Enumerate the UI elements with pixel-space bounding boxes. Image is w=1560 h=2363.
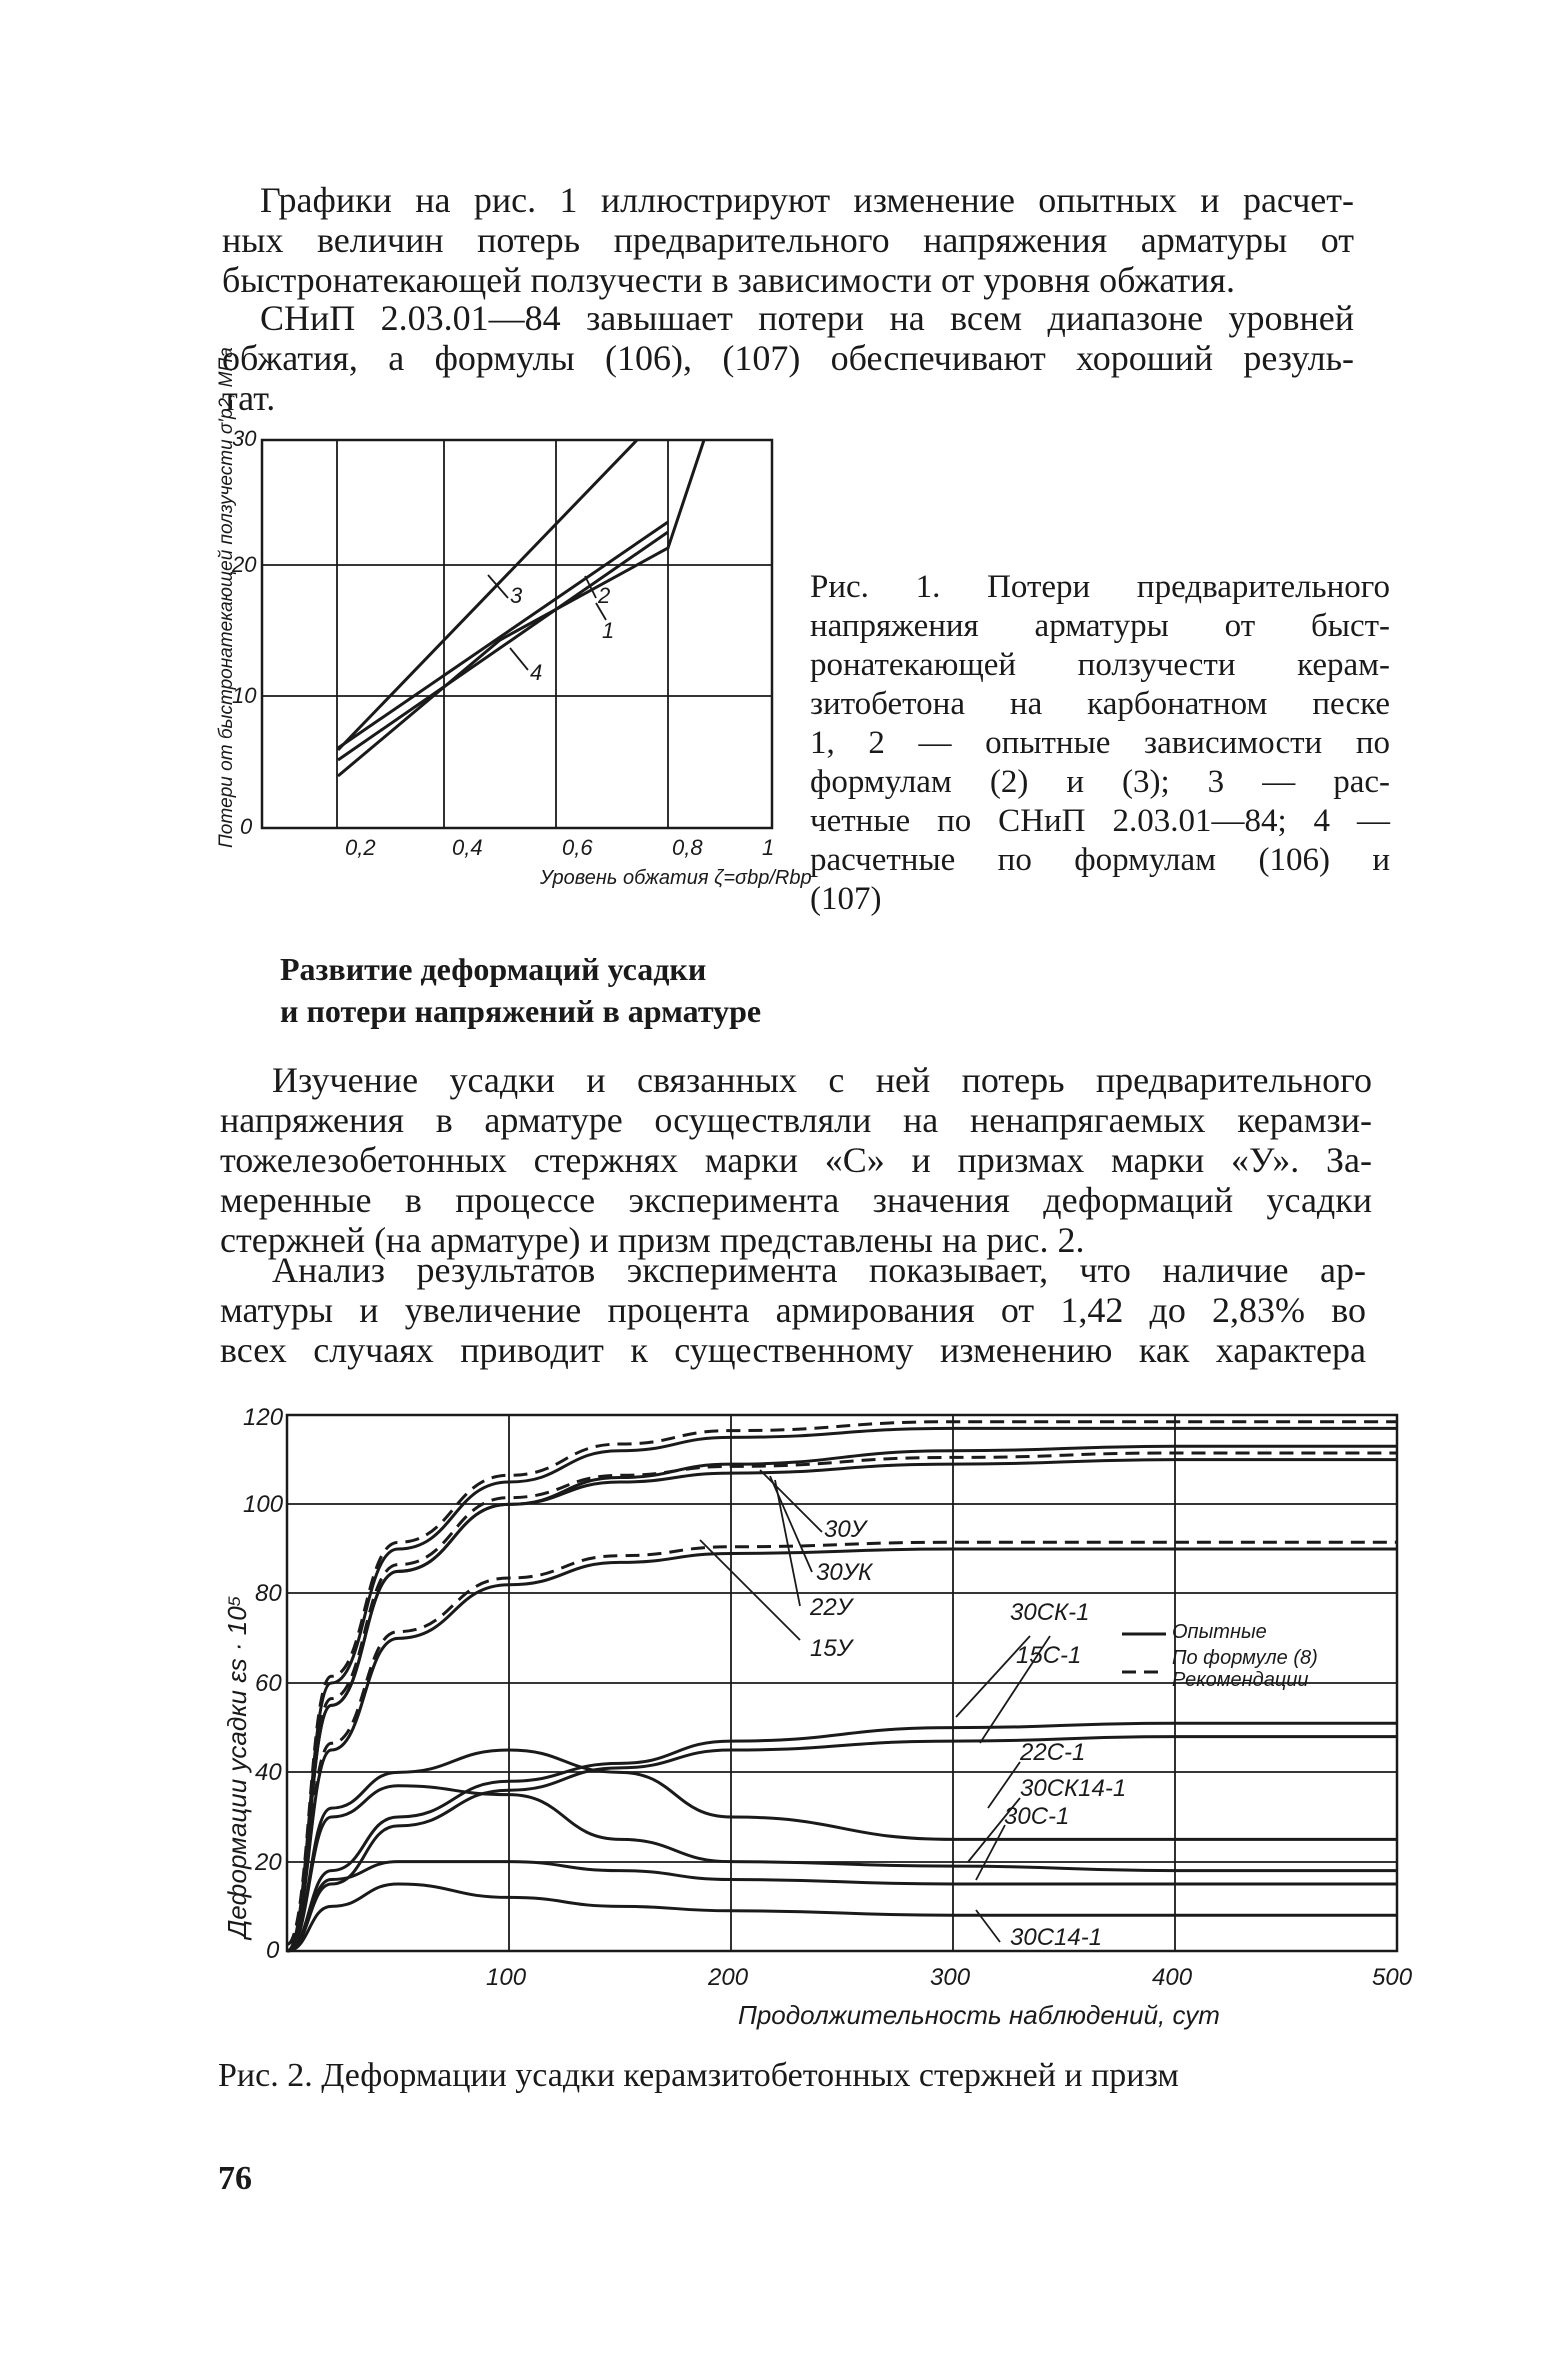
fig1-curve-label-2: 2 <box>598 583 611 608</box>
fig2-legend-solid: Опытные <box>1172 1621 1267 1643</box>
fig2-ytick-100: 100 <box>243 1491 284 1518</box>
fig1-xtick-0.6: 0,6 <box>562 835 593 860</box>
fig1-xtick-0.2: 0,2 <box>345 835 376 860</box>
fig2-ylabel: Деформации усадки εs · 10⁵ <box>222 1595 252 1938</box>
fig2-series-dashed-2 <box>287 1453 1397 1944</box>
fig1-ytick-0: 0 <box>240 814 253 839</box>
fig1-ylabel: Потери от быстронатекающей ползучести σ′p2, МПа <box>216 347 237 848</box>
fig2-label-30SK-1: 30СК-1 <box>1010 1599 1090 1626</box>
fig2-series-line-6 <box>287 1750 1397 1951</box>
figure-2-caption: Рис. 2. Деформации усадки керамзитобетонных стержней и призм <box>218 2057 1179 2094</box>
para3-line-2: напряжения в арматуре осуществляли на ненапрягаемых керамзи- <box>220 1100 1372 1140</box>
para2-line-3: тат. <box>222 378 276 418</box>
fig2-series-dashed-3 <box>287 1542 1397 1944</box>
fig2-ytick-80: 80 <box>255 1580 282 1607</box>
fig2-xlabel: Продолжительность наблюдений, сут <box>738 2000 1220 2030</box>
caption1-line-4: зитобетона на карбонатном песке <box>810 686 1390 722</box>
fig1-curve-1 <box>338 532 668 760</box>
caption1-line-8: расчетные по формулам (106) и <box>810 842 1390 878</box>
caption1-line-3: ронатекающей ползучести керам- <box>810 647 1390 683</box>
caption1-line-5: 1, 2 — опытные зависимости по <box>810 725 1390 761</box>
figure-1-caption <box>810 568 1390 919</box>
fig1-xtick-0.4: 0,4 <box>452 835 483 860</box>
fig2-series-line-0 <box>287 1428 1397 1951</box>
para2-line-2: обжатия, а формулы (106), (107) обеспечивают хороший резуль- <box>222 338 1354 378</box>
fig1-xtick-0.8: 0,8 <box>672 835 703 860</box>
fig1-xlabel: Уровень обжатия ζ=σbp/Rbp <box>540 867 812 889</box>
fig1-curve-label-3: 3 <box>510 583 523 608</box>
caption1-line-2: напряжения арматуры от быст- <box>810 608 1390 644</box>
fig2-legend-dashed-1: По формуле (8) <box>1172 1647 1318 1669</box>
para1-line-1: Графики на рис. 1 иллюстрируют изменение опытных и расчет- <box>260 180 1354 220</box>
fig1-ytick-30: 30 <box>232 426 257 451</box>
fig2-label-30U: 30У <box>824 1516 867 1543</box>
fig2-label-22S-1: 22С-1 <box>1020 1739 1086 1766</box>
fig1-curve-label-1: 1 <box>602 618 615 643</box>
para1-line-3: быстронатекающей ползучести в зависимости от уровня обжатия. <box>222 260 1235 300</box>
paragraph-2 <box>222 298 1354 418</box>
fig1-curve-3 <box>338 440 637 750</box>
fig1-curve-4 <box>338 440 704 776</box>
fig1-xtick-1: 1 <box>762 835 775 860</box>
fig2-label-22U: 22У <box>810 1594 853 1621</box>
caption1-line-9: (107) <box>810 881 882 917</box>
heading-line-1: Развитие деформаций усадки <box>280 951 707 987</box>
fig2-xtick-500: 500 <box>1372 1964 1413 1991</box>
para1-line-2: ных величин потерь предварительного напряжения арматуры от <box>222 220 1354 260</box>
caption1-line-7: четные по СНиП 2.03.01—84; 4 — <box>810 803 1390 839</box>
fig2-series-line-8 <box>287 1862 1397 1951</box>
fig2-label-30S-1: 30С-1 <box>1004 1803 1070 1830</box>
heading-line-2: и потери напряжений в арматуре <box>280 993 762 1029</box>
fig1-ytick-20: 20 <box>232 552 257 577</box>
para3-line-1: Изучение усадки и связанных с ней потерь предварительного <box>272 1060 1372 1100</box>
fig2-ytick-20: 20 <box>255 1849 282 1876</box>
fig1-curves <box>338 440 704 776</box>
caption1-line-6: формулам (2) и (3); 3 — рас- <box>810 764 1390 800</box>
para3-line-4: меренные в процессе эксперимента значения деформаций усадки <box>220 1180 1372 1220</box>
paragraph-1 <box>222 180 1354 300</box>
paragraph-4 <box>220 1250 1366 1370</box>
para3-line-5: стержней (на арматуре) и призм представлены на рис. 2. <box>220 1220 1085 1260</box>
fig2-series-line-7 <box>287 1786 1397 1951</box>
fig2-series-line-9 <box>287 1884 1397 1951</box>
para3-line-3: тожелезобетонных стержнях марки «С» и призмах марки «У». За- <box>220 1140 1372 1180</box>
fig2-series-group <box>287 1422 1397 1951</box>
fig2-xtick-100: 100 <box>486 1964 527 1991</box>
fig2-label-15U: 15У <box>810 1635 853 1662</box>
page-number: 76 <box>218 2160 252 2197</box>
fig2-ytick-40: 40 <box>255 1759 282 1786</box>
caption1-line-1: Рис. 1. Потери предварительного <box>810 569 1390 605</box>
paragraph-3 <box>220 1060 1372 1260</box>
fig1-labels <box>216 347 812 889</box>
fig2-xtick-400: 400 <box>1152 1964 1193 1991</box>
fig1-ytick-10: 10 <box>232 683 257 708</box>
fig2-label-15S-1: 15С-1 <box>1016 1642 1082 1669</box>
fig2-ytick-0: 0 <box>266 1937 280 1964</box>
section-heading <box>280 948 840 1032</box>
fig1-curve-label-4: 4 <box>530 660 543 685</box>
fig2-series-line-4 <box>287 1723 1397 1951</box>
fig2-leaders <box>700 1470 1166 1942</box>
fig2-series-line-2 <box>287 1460 1397 1951</box>
fig2-labels <box>222 1404 1413 2030</box>
fig2-series-line-5 <box>287 1737 1397 1951</box>
fig2-label-30S14-1: 30С14-1 <box>1010 1924 1103 1951</box>
fig2-xtick-300: 300 <box>930 1964 971 1991</box>
para4-line-1: Анализ результатов эксперимента показывает, что наличие ар- <box>272 1250 1366 1290</box>
fig2-series-dashed-0 <box>287 1422 1397 1945</box>
fig2-series-line-3 <box>287 1549 1397 1951</box>
para4-line-2: матуры и увеличение процента армирования от 1,42 до 2,83% во <box>220 1290 1366 1330</box>
fig2-label-30SK14-1: 30СК14-1 <box>1020 1775 1127 1802</box>
fig1-axes <box>262 440 772 828</box>
fig2-ytick-60: 60 <box>255 1670 282 1697</box>
fig2-ytick-120: 120 <box>243 1404 284 1431</box>
fig1-curve-2 <box>338 522 668 748</box>
fig2-xtick-200: 200 <box>708 1964 749 1991</box>
fig2-series-line-1 <box>287 1446 1397 1951</box>
para2-line-1: СНиП 2.03.01—84 завышает потери на всем диапазоне уровней <box>260 298 1354 338</box>
para4-line-3: всех случаях приводит к существенному изменению как характера <box>220 1330 1366 1370</box>
fig2-axes <box>287 1415 1397 1951</box>
fig2-label-30UK: 30УК <box>816 1559 873 1586</box>
fig2-legend-dashed-2: Рекомендации <box>1172 1669 1309 1691</box>
